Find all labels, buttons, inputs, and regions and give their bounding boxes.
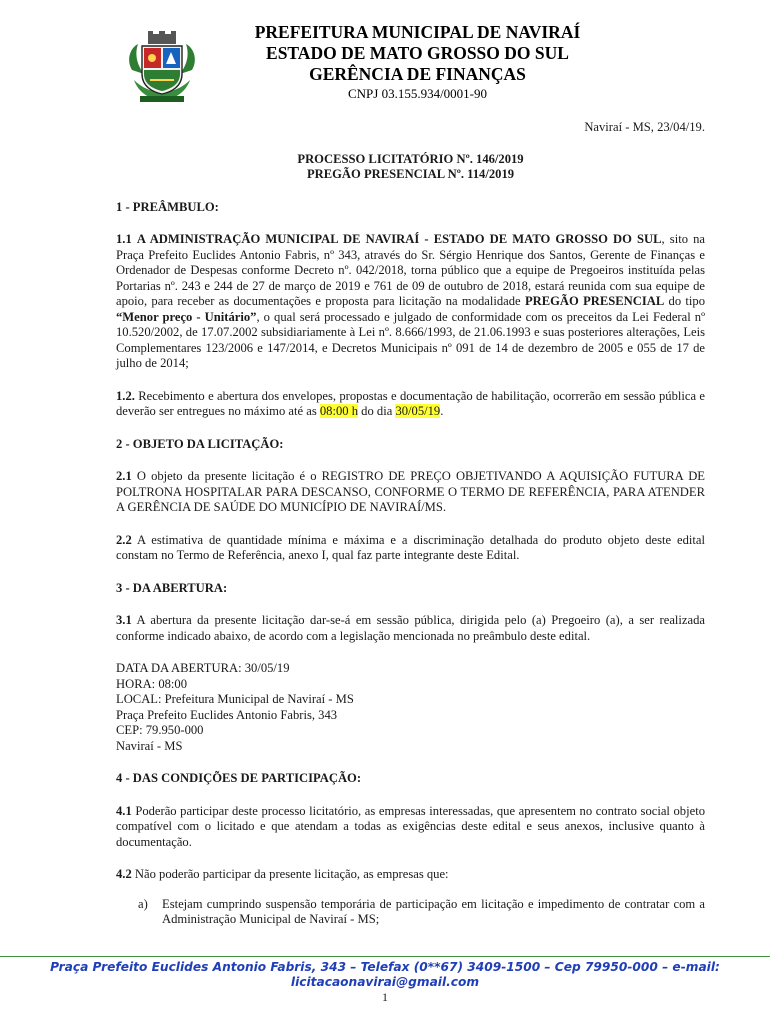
opening-details: [116, 661, 705, 754]
clause-number: 2.1: [116, 469, 132, 483]
section-2-title: 2 - OBJETO DA LICITAÇÃO:: [116, 436, 284, 451]
paragraph-1-1: [116, 232, 705, 372]
clause-bold-text: “Menor preço - Unitário”: [116, 309, 257, 324]
opening-location: LOCAL: Prefeitura Municipal de Naviraí - MS: [116, 692, 354, 706]
document-body: [116, 116, 705, 928]
paragraph-2-2: [116, 533, 705, 564]
page-number: 1: [382, 990, 388, 1004]
clause-text: Recebimento e abertura dos envelopes, propostas e documentação de habilitação, ocorrerão em sessão pública e deverão ser entregues no máximo até as: [116, 388, 705, 418]
clause-number: 1.2.: [116, 388, 135, 403]
clause-text: A abertura da presente licitação dar-se-á em sessão pública, dirigida pelo (a) Pregoeiro (a), a ser realizada conforme indicado abaixo, de acordo com a legislação mencionada no preâmbulo deste edital.: [116, 613, 705, 643]
process-title: [116, 152, 705, 183]
opening-city: Naviraí - MS: [116, 738, 183, 753]
department-name: GERÊNCIA DE FINANÇAS: [309, 64, 526, 84]
clause-number: 4.2: [116, 867, 132, 881]
municipal-crest-icon: [124, 30, 200, 104]
opening-address: Praça Prefeito Euclides Antonio Fabris, 343: [116, 707, 338, 722]
section-1-title: 1 - PREÂMBULO:: [116, 199, 219, 214]
highlighted-time: 08:00 h: [319, 404, 359, 418]
state-name: ESTADO DE MATO GROSSO DO SUL: [266, 43, 569, 63]
clause-bold-text: A ADMINISTRAÇÃO MUNICIPAL DE NAVIRAÍ - ESTADO DE MATO GROSSO DO SUL: [136, 232, 662, 246]
list-item: [116, 897, 705, 928]
paragraph-4-1: [116, 804, 705, 851]
pregao-number: PREGÃO PRESENCIAL Nº. 114/2019: [306, 167, 515, 181]
clause-text: do tipo: [664, 294, 706, 308]
clause-number: 3.1: [116, 613, 132, 627]
highlighted-date: 30/05/19: [395, 404, 441, 418]
list-marker: a): [138, 896, 148, 911]
cnpj: CNPJ 03.155.934/0001-90: [347, 86, 488, 101]
clause-text: Poderão participar deste processo licitatório, as empresas interessadas, que apresentem no contrato social objeto compatível com o licitado e que atendam a todas as exigências deste edital e seus anexos, inclusive quanto à documentação.: [116, 803, 705, 849]
clause-number: 4.1: [116, 803, 132, 818]
footer-address: Praça Prefeito Euclides Antonio Fabris, 343 – Telefax (0**67) 3409-1500 – Cep 79950-000 – e-mail: licitacaonavirai@gmail.com: [50, 960, 720, 989]
footer-divider: [0, 956, 770, 957]
section-4-title: 4 - DAS CONDIÇÕES DE PARTICIPAÇÃO:: [116, 771, 362, 785]
paragraph-3-1: [116, 613, 705, 644]
opening-cep: CEP: 79.950-000: [116, 723, 204, 737]
opening-time: HORA: 08:00: [116, 676, 188, 691]
section-3-title: 3 - DA ABERTURA:: [116, 580, 228, 595]
letterhead-text: [200, 22, 635, 103]
clause-text: O objeto da presente licitação é o REGISTRO DE PREÇO OBJETIVANDO A AQUISIÇÃO FUTURA DE POLTRONA HOSPITALAR PARA DESCANSO, CONFORME O TERMO DE REFERÊNCIA, PARA ATENDER A GERÊNCIA DE SAÚDE DO MUNICÍPIO DE NAVIRAÍ/MS.: [116, 469, 705, 514]
process-number: PROCESSO LICITATÓRIO Nº. 146/2019: [297, 151, 524, 166]
clause-text: Não poderão participar da presente licitação, as empresas que:: [131, 867, 449, 881]
org-name: PREFEITURA MUNICIPAL DE NAVIRAÍ: [254, 22, 581, 42]
clause-text: do dia: [358, 404, 396, 418]
list-item-text: Estejam cumprindo suspensão temporária de participação em licitação e impedimento de contratar com a Administração Municipal de Naviraí - MS;: [162, 896, 705, 926]
paragraph-2-1: [116, 469, 705, 516]
paragraph-1-2: [116, 389, 705, 420]
clause-text: .: [440, 404, 444, 418]
opening-date: DATA DA ABERTURA: 30/05/19: [116, 661, 290, 675]
paragraph-4-2: [116, 867, 705, 883]
clause-text: , o qual será processado e julgado de conformidade com os preceitos da Lei Federal nº 10.520/2002, de 17.07.2002 subsidiariamente à Lei nº. 8.666/1993, de 21.06.1993 e suas posteriores alterações, Leis Complementares 123/2006 e 147/2014, e Decretos Municipais nº 091 de 14 de dezembro de 2005 e 055 de 17 de julho de 2014;: [116, 309, 705, 370]
letterhead: [0, 22, 770, 100]
restriction-list: [116, 897, 705, 928]
clause-text: A estimativa de quantidade mínima e máxima e a discriminação detalhada do produto objeto deste edital constam no Termo de Referência, anexo I, qual faz parte integrante deste Edital.: [116, 532, 705, 562]
clause-number: 1.1: [116, 232, 132, 246]
clause-bold-text: PREGÃO PRESENCIAL: [524, 294, 665, 308]
date-line: Naviraí - MS, 23/04/19.: [584, 120, 705, 134]
clause-text: , sito na Praça Prefeito Euclides Antonio Fabris, nº 343, através do Sr. Sérgio Henrique dos Santos, Gerente de Finanças e Ordenador de Despesas conforme Decreto nº. 042/2018, torna público que a equipe de Pregoeiros instituída pelas Portarias nº. 243 e 244 de 27 de março de 2019 e 761 de 09 de outubro de 2018, estará reunida com sua equipe de apoio, para receber as documentações e proposta para licitação na modalidade: [116, 232, 705, 308]
clause-number: 2.2: [116, 532, 132, 547]
